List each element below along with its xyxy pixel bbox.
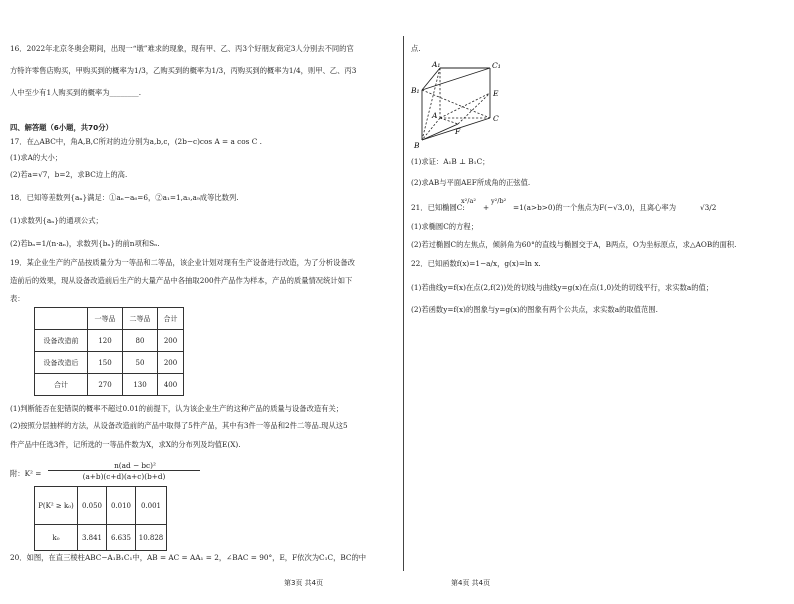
- section-title: 四、解答题（6小题，共70分）: [10, 123, 113, 132]
- table-row: [35, 525, 167, 551]
- q18-part1: (1)求数列{aₙ}的通项公式；: [10, 216, 103, 225]
- q18-line1: 18．已知等差数列{aₙ}满足：①aₙ−a₆=6，②a₁=1,a₃,a₉成等比数列.: [10, 193, 239, 202]
- q22-part1: (1)若曲线y=f(x)在点(2,f(2))处的切线与曲线y=g(x)在点(1,0)处的切线平行，求实数a的值；: [411, 283, 714, 292]
- q19-line2: 造前后的效果，现从设备改造前后生产的大量产品中各抽取200件产品作为样本，产品的质量情况统计如下: [10, 276, 353, 285]
- q20-part1: (1)求证：A₁B ⊥ B₁C；: [411, 157, 490, 166]
- formula-fraction-bar: [48, 470, 200, 471]
- table-cell: 150: [88, 352, 123, 374]
- q21-line1-start: 21．已知椭圆C:: [411, 203, 465, 212]
- q19-part2a: (2)按照分层抽样的方法，从设备改造前的产品中取得了5件产品，其中有3件一等品和2件二等品.现从这5: [10, 421, 348, 430]
- table-row: [35, 330, 184, 352]
- label-C: C: [493, 114, 499, 123]
- q20-continuation: 点.: [411, 44, 421, 53]
- table-cell: 130: [123, 374, 158, 396]
- q22-part2: (2)若函数y=f(x)的图象与y=g(x)的图象有两个公共点，求实数a的取值范围.: [411, 305, 658, 314]
- table-header-cell: 合计: [158, 308, 184, 330]
- table-header-cell: 二等品: [123, 308, 158, 330]
- q16-line3: 人中至少有1人购买到的概率为________.: [10, 88, 142, 97]
- q21-fraction-x: x²/a²: [461, 197, 476, 205]
- label-B: B: [414, 141, 420, 150]
- table-cell: 0.010: [107, 487, 136, 525]
- critical-value-table: [34, 486, 167, 551]
- formula-numerator: n(ad − bc)²: [114, 461, 156, 470]
- q21-part1: (1)求椭圆C的方程；: [411, 222, 478, 231]
- q19-line1: 19．某企业生产的产品按质量分为一等品和二等品，该企业计划对现有生产设备进行改造，为了分析设备改: [10, 258, 355, 267]
- label-F: F: [455, 127, 461, 136]
- page-footer-left: 第3页 共4页: [284, 579, 324, 587]
- table-row: [35, 352, 184, 374]
- table-header-cell: 一等品: [88, 308, 123, 330]
- label-B1: B₁: [411, 86, 420, 95]
- q20-part2: (2)求AB与平面AEF所成角的正弦值.: [411, 178, 531, 187]
- q16-line2: 方特许零售店购买，甲购买到的概率为1/3，乙购买到的概率为1/3，丙购买到的概率为1/4，则甲、乙、丙3: [10, 66, 357, 75]
- prism-figure: [408, 58, 518, 150]
- q21-plus: +: [483, 203, 490, 212]
- table-cell: 80: [123, 330, 158, 352]
- quality-table: [34, 307, 184, 396]
- label-A1: A₁: [432, 60, 441, 69]
- table-row: [35, 487, 167, 525]
- label-E: E: [493, 89, 499, 98]
- q18-part2: (2)若bₙ=1/(n·aₙ)，求数列{bₙ}的前n项和Sₙ.: [10, 239, 160, 248]
- table-header-cell: [35, 308, 88, 330]
- table-cell: 3.841: [78, 525, 107, 551]
- formula-denominator: (a+b)(c+d)(a+c)(b+d): [82, 472, 166, 481]
- q17-line1: 17．在△ABC中，角A,B,C所对的边分别为a,b,c，(2b−c)cos A = a cos C .: [10, 137, 262, 146]
- table-header-row: [35, 308, 184, 330]
- label-C1: C₁: [492, 61, 501, 70]
- table-cell: 0.001: [136, 487, 167, 525]
- q19-line3: 表：: [10, 294, 25, 303]
- label-A: A: [432, 111, 438, 120]
- q19-part2b: 件产品中任选3件，记所选的一等品件数为X，求X的分布列及均值E(X).: [10, 440, 241, 449]
- q17-part2: (2)若a=√7，b=2，求BC边上的高.: [10, 170, 128, 179]
- table-cell: 0.050: [78, 487, 107, 525]
- q21-eccentricity: √3/2: [700, 203, 717, 212]
- formula-label: 附：K² =: [10, 469, 42, 478]
- table-cell: 合计: [35, 374, 88, 396]
- q19-part1: (1)判断能否在犯错误的概率不超过0.01的前提下，认为该企业生产的这种产品的质量与设备改造有关；: [10, 404, 344, 413]
- table-cell: 200: [158, 330, 184, 352]
- q21-part2: (2)若过椭圆C的左焦点，倾斜角为60°的直线与椭圆交于A，B两点，O为坐标原点，求△AOB的面积.: [411, 240, 737, 249]
- table-cell: 200: [158, 352, 184, 374]
- q17-part1: (1)求A的大小；: [10, 153, 63, 162]
- table-cell: k₀: [35, 525, 78, 551]
- table-cell: 50: [123, 352, 158, 374]
- page-footer-right: 第4页 共4页: [451, 579, 491, 587]
- table-cell: 6.635: [107, 525, 136, 551]
- q20-line1: 20．如图，在直三棱柱ABC−A₁B₁C₁中，AB = AC = AA₁ = 2，∠BAC = 90°，E，F依次为C₁C，BC的中: [10, 553, 367, 562]
- q16-line1: 16．2022年北京冬奥会期间，出现一“墩”难求的现象，现有甲、乙、丙3个好朋友商定3人分别去不同的官: [10, 44, 354, 53]
- table-cell: 10.828: [136, 525, 167, 551]
- q22-line1: 22．已知函数f(x)=1−a/x，g(x)=ln x.: [411, 259, 541, 268]
- q21-line1-end: =1(a>b>0)的一个焦点为F(−√3,0)，且离心率为: [513, 203, 677, 212]
- table-cell: 设备改造前: [35, 330, 88, 352]
- table-cell: 400: [158, 374, 184, 396]
- table-cell: P(K² ≥ k₀): [35, 487, 78, 525]
- table-row: [35, 374, 184, 396]
- q21-fraction-y: y²/b²: [491, 197, 507, 205]
- table-cell: 设备改造后: [35, 352, 88, 374]
- column-divider: [403, 36, 404, 571]
- table-cell: 270: [88, 374, 123, 396]
- table-cell: 120: [88, 330, 123, 352]
